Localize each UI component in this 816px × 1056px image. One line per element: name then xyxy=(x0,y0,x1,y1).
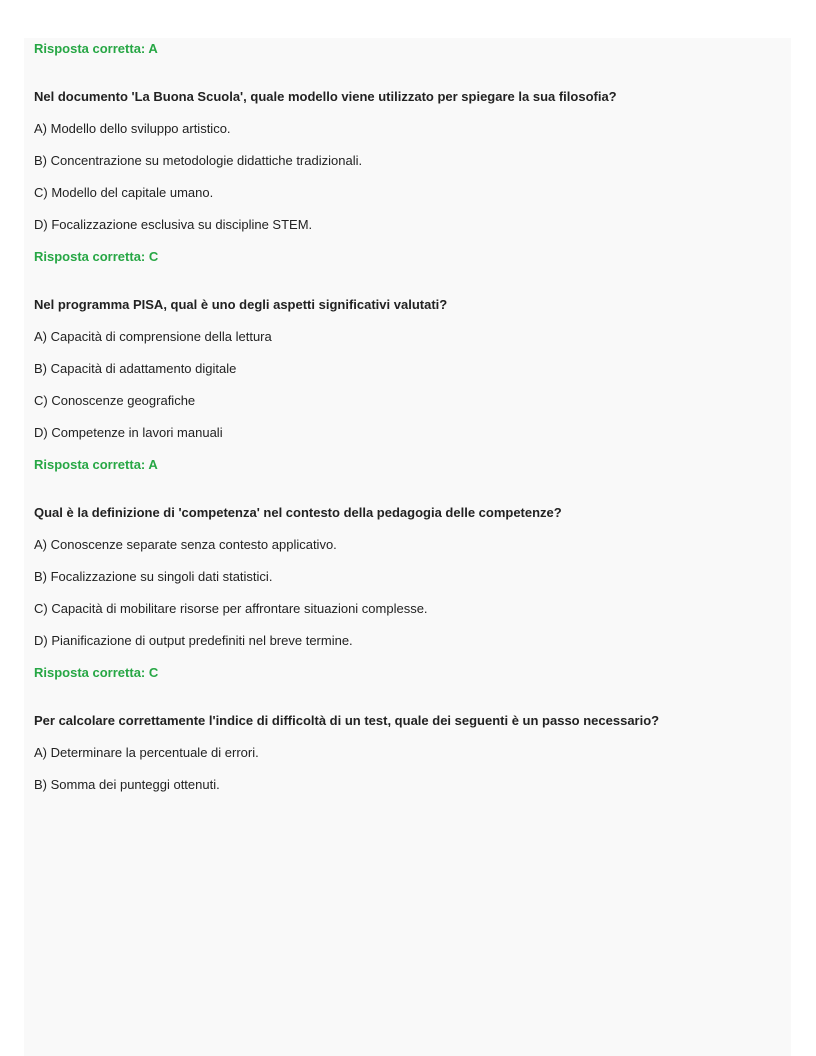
answer-option-d: D) Pianificazione di output predefiniti nel breve termine. xyxy=(34,633,353,648)
answer-option-a: A) Capacità di comprensione della lettura xyxy=(34,329,272,344)
question-text: Nel programma PISA, qual è uno degli aspetti significativi valutati? xyxy=(34,297,448,312)
answer-option-c: C) Modello del capitale umano. xyxy=(34,185,214,200)
correct-answer: Risposta corretta: C xyxy=(34,249,159,264)
question-block-1 xyxy=(34,87,781,265)
correct-answer: Risposta corretta: A xyxy=(34,41,158,56)
question-text: Per calcolare correttamente l'indice di difficoltà di un test, quale dei seguenti è un passo necessario? xyxy=(34,713,660,728)
answer-option-d: D) Competenze in lavori manuali xyxy=(34,425,223,440)
answer-option-b: B) Concentrazione su metodologie didattiche tradizionali. xyxy=(34,153,363,168)
answer-option-b: B) Somma dei punteggi ottenuti. xyxy=(34,777,220,792)
question-text: Nel documento 'La Buona Scuola', quale modello viene utilizzato per spiegare la sua filosofia? xyxy=(34,89,617,104)
answer-option-c: C) Conoscenze geografiche xyxy=(34,393,196,408)
answer-option-a: A) Modello dello sviluppo artistico. xyxy=(34,121,231,136)
answer-option-c: C) Capacità di mobilitare risorse per affrontare situazioni complesse. xyxy=(34,601,428,616)
answer-option-b: B) Focalizzazione su singoli dati statistici. xyxy=(34,569,273,584)
correct-answer: Risposta corretta: A xyxy=(34,457,158,472)
question-text: Qual è la definizione di 'competenza' nel contesto della pedagogia delle competenze? xyxy=(34,505,562,520)
answer-option-a: A) Determinare la percentuale di errori. xyxy=(34,745,259,760)
answer-option-a: A) Conoscenze separate senza contesto applicativo. xyxy=(34,537,337,552)
question-block-2 xyxy=(34,295,781,473)
answer-option-d: D) Focalizzazione esclusiva su discipline STEM. xyxy=(34,217,313,232)
correct-answer: Risposta corretta: C xyxy=(34,665,159,680)
quiz-document xyxy=(24,38,791,1056)
answer-option-b: B) Capacità di adattamento digitale xyxy=(34,361,237,376)
question-block-4 xyxy=(34,711,781,793)
question-block-3 xyxy=(34,503,781,681)
